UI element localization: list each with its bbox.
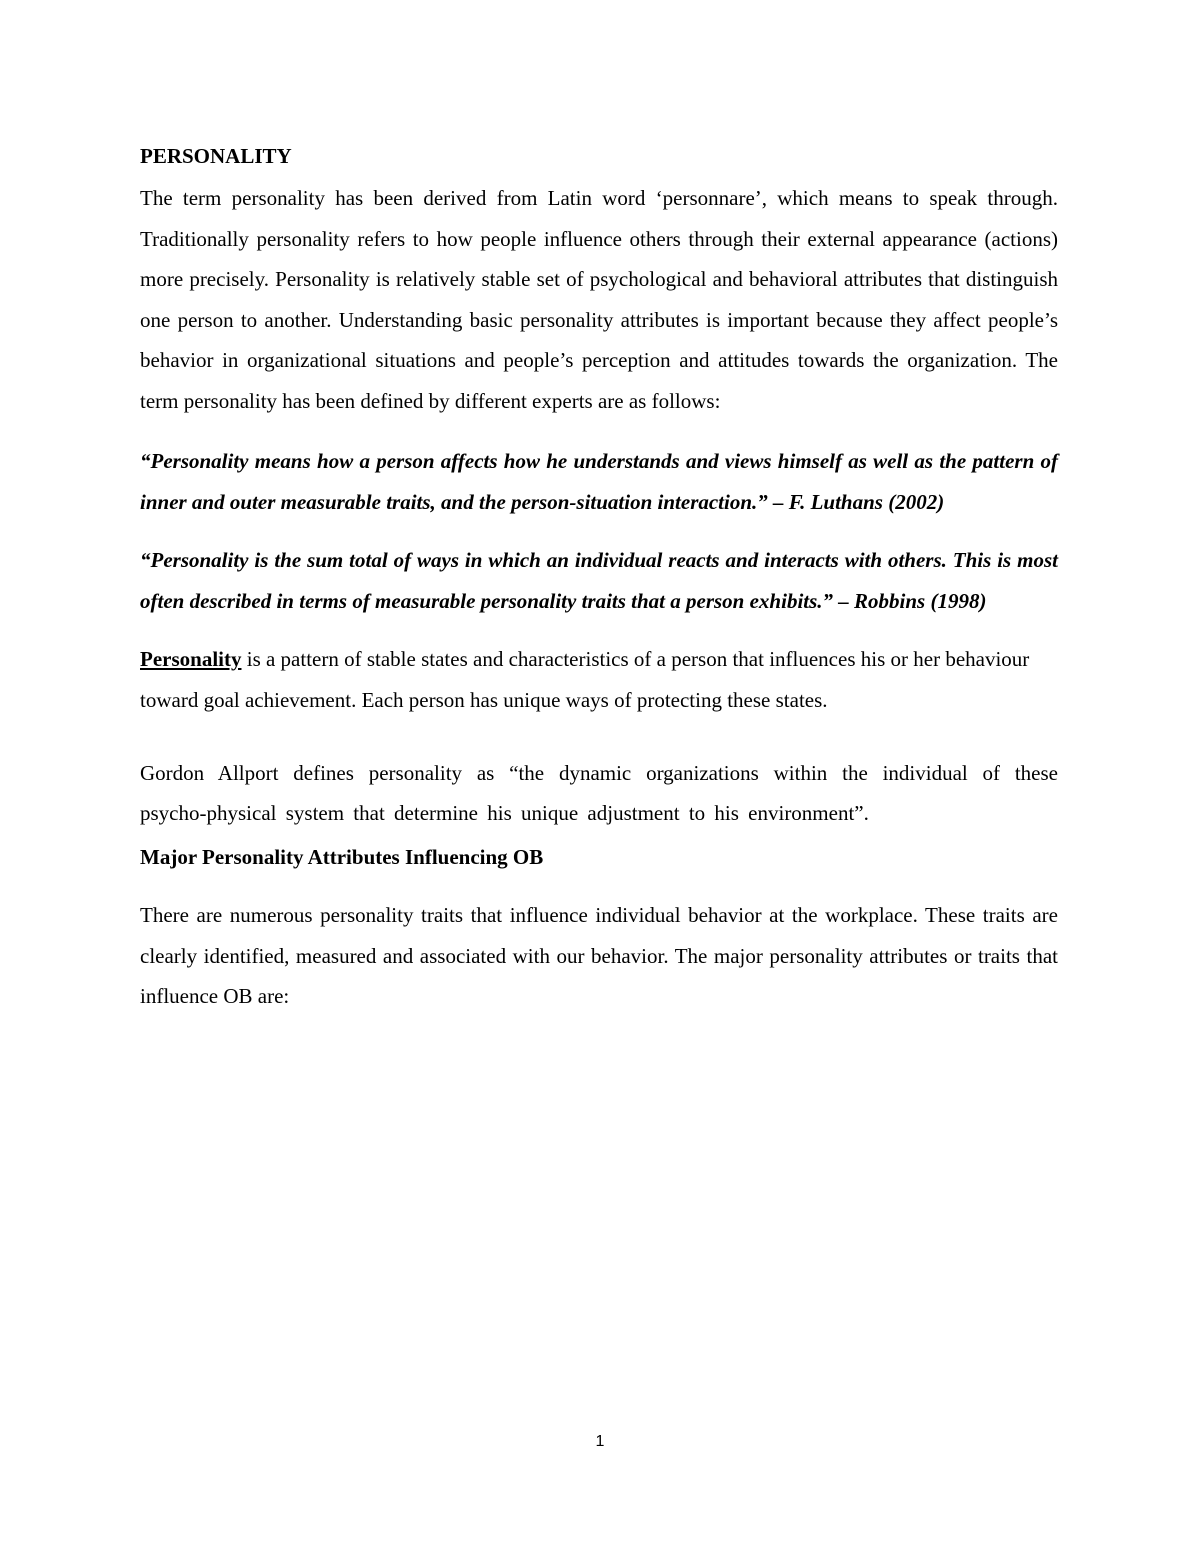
section-title: PERSONALITY — [140, 144, 292, 168]
allport-paragraph: Gordon Allport defines personality as “the dynamic organizations within the individual of these psycho-physical system that determine his unique adjustment to his environment”. — [140, 761, 1058, 825]
quote-robbins: “Personality is the sum total of ways in which an individual reacts and interacts with others. This is most often described in terms of measurable personality traits that a person exhibits.” – Robbins (1998) — [140, 548, 1058, 613]
definition-text: is a pattern of stable states and characteristics of a person that influences his or her behaviour toward goal achievement. Each person has unique ways of protecting these states. — [140, 647, 1030, 712]
quote-luthans: “Personality means how a person affects how he understands and views himself as well as the pattern of inner and outer measurable traits, and the person-situation interaction.” – F. Luthans (2002) — [140, 449, 1058, 514]
definition-paragraph — [140, 639, 1058, 720]
page-content — [140, 140, 1058, 1017]
page-number: 1 — [595, 1433, 605, 1450]
subsection-title: Major Personality Attributes Influencing OB — [140, 845, 544, 869]
definition-term: Personality — [140, 647, 242, 671]
intro-paragraph: The term personality has been derived from Latin word ‘personnare’, which means to speak through. Traditionally personality refers to how people influence others through their external appearance (actions) more precisely. Personality is relatively stable set of psychological and behavioral attributes that distinguish one person to another. Understanding basic personality attributes is important because they affect people’s behavior in organizational situations and people’s perception and attitudes towards the organization. The term personality has been defined by different experts are as follows: — [140, 186, 1058, 413]
attributes-intro-paragraph: There are numerous personality traits that influence individual behavior at the workplace. These traits are clearly identified, measured and associated with our behavior. The major personality attributes or traits that influence OB are: — [140, 903, 1058, 1008]
